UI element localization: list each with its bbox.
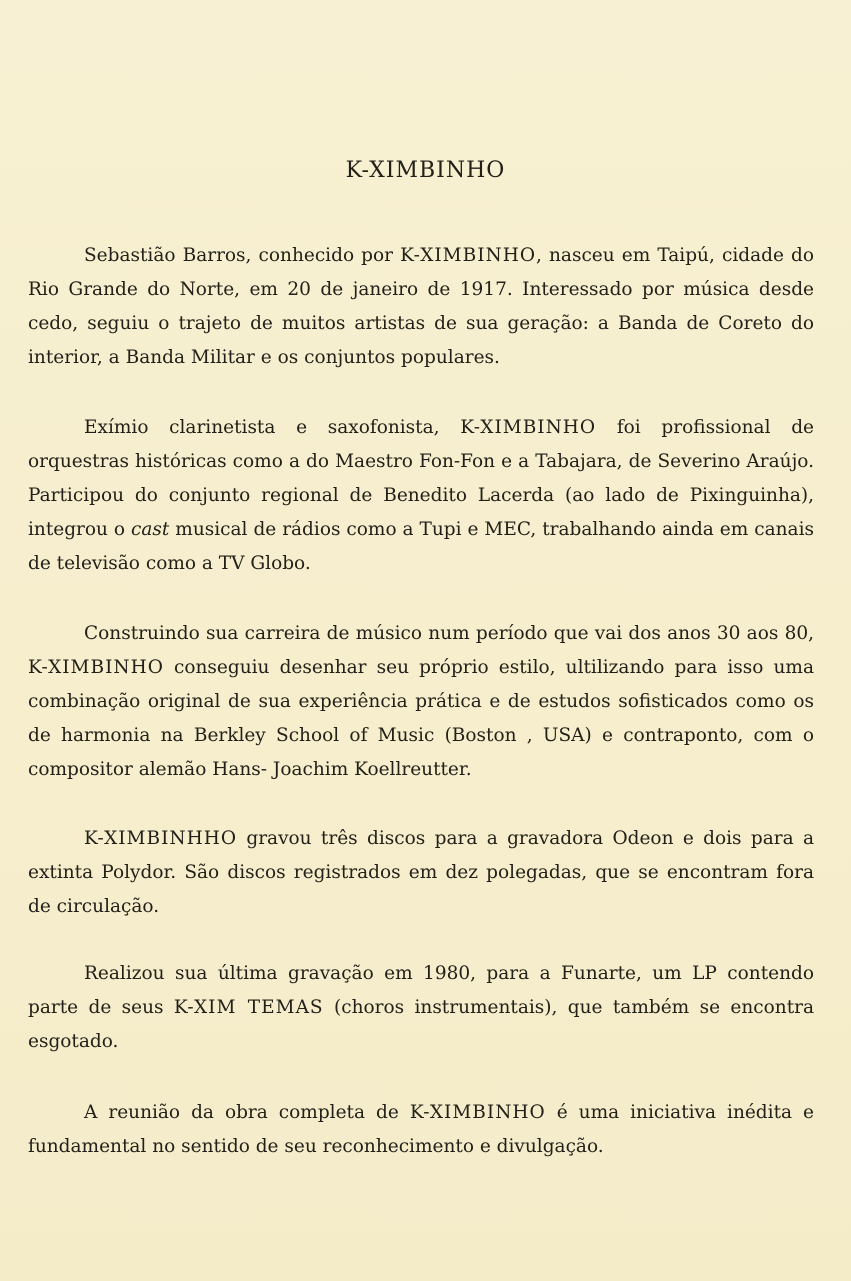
paragraph-3 — [28, 617, 814, 787]
paragraph-2-text-b: foi profissional de orquestras históricas como a do Maestro Fon-Fon e a Tabajara, de Severino Araújo. Participou do conjunto regional de Benedito Lacerda (ao lado de Pixinguinha), integrou o — [28, 417, 814, 540]
paragraph-6-text-b: é uma iniciativa inédita e fundamental no sentido de seu reconhecimento e divulgação. — [28, 1102, 814, 1157]
artist-name: K-XIMBINHO — [460, 417, 597, 438]
artist-name: K-XIMBINHHO — [84, 828, 238, 849]
paragraph-2 — [28, 411, 814, 581]
paragraph-5 — [28, 957, 814, 1059]
paragraph-6 — [28, 1096, 814, 1164]
paragraph-2-text-a: Exímio clarinetista e saxofonista, — [84, 417, 461, 438]
paragraph-5-text-b: (choros instrumentais), que também se encontra esgotado. — [28, 997, 814, 1052]
paragraph-3-text-b: conseguiu desenhar seu próprio estilo, ultilizando para isso uma combinação original de sua experiência prática e de estudos sofisticados como os de harmonia na Berkley School of Music (Boston , USA) e contraponto, com o compositor alemão Hans- Joachim Koellreutter. — [28, 657, 814, 780]
paragraph-6-text-a: A reunião da obra completa de — [84, 1102, 410, 1123]
paragraph-1 — [28, 239, 814, 375]
album-name: K-XIM TEMAS — [173, 997, 324, 1018]
paragraph-2-text-c: musical de rádios como a Tupi e MEC, trabalhando ainda em canais de televisão como a TV Globo. — [28, 519, 814, 574]
page-title: K-XIMBINHO — [345, 158, 506, 183]
artist-name: K-XIMBINHO — [400, 245, 537, 266]
paragraph-1-text-b: , nasceu em Taipú, cidade do Rio Grande do Norte, em 20 de janeiro de 1917. Interessado por música desde cedo, seguiu o trajeto de muitos artistas de sua geração: a Banda de Coreto do interior, a Banda Militar e os conjuntos populares. — [28, 245, 814, 368]
paragraph-1-text-a: Sebastião Barros, conhecido por — [84, 245, 401, 266]
paragraph-4-text-a: gravou três discos para a gravadora Odeon e dois para a extinta Polydor. São discos registrados em dez polegadas, que se encontram fora de circulação. — [28, 828, 814, 917]
paragraph-5-text-a: Realizou sua última gravação em 1980, para a Funarte, um LP contendo parte de seus — [28, 963, 814, 1018]
italic-word: cast — [131, 519, 170, 540]
paragraph-3-text-a: Construindo sua carreira de músico num período que vai dos anos 30 aos 80, — [84, 623, 814, 644]
artist-name: K-XIMBINHO — [28, 657, 164, 678]
artist-name: K-XIMBINHO — [409, 1102, 546, 1123]
paragraph-4 — [28, 822, 814, 924]
